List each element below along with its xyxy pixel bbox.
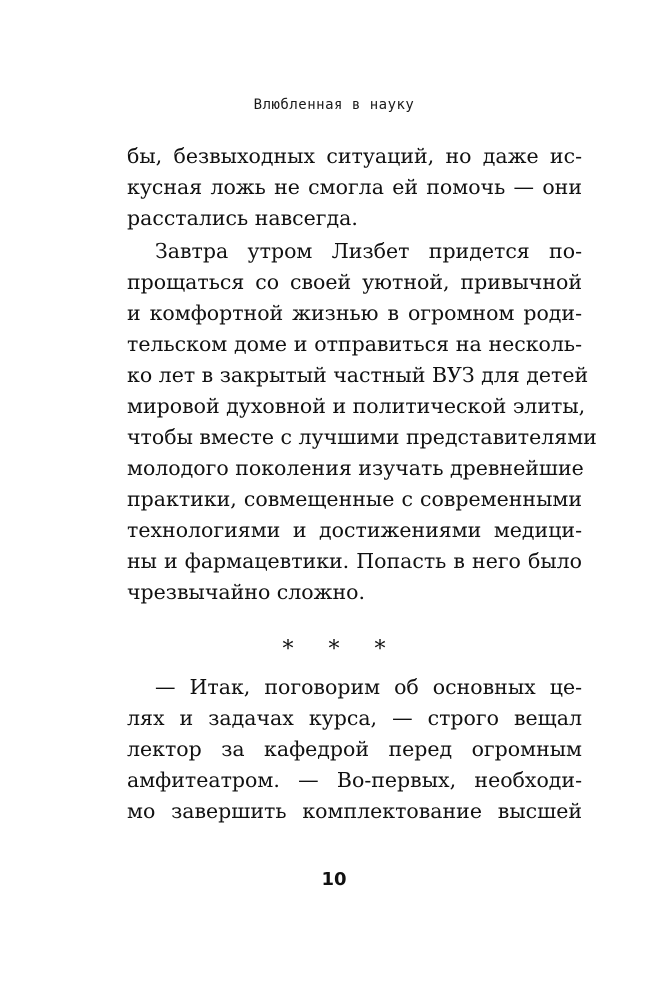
- text-line: — Итак, поговорим об основных це-: [155, 675, 582, 699]
- text-line: лях и задачах курса, — строго вещал: [127, 706, 582, 730]
- running-head: Влюбленная в науку: [253, 97, 415, 113]
- page-number: 10: [321, 869, 347, 890]
- text-line: чрезвычайно сложно.: [127, 580, 366, 604]
- text-line: практики, совмещенные с современными: [127, 487, 582, 511]
- text-line: технологиями и достижениями медици-: [127, 518, 582, 542]
- text-line: ны и фармацевтики. Попасть в него было: [127, 549, 582, 573]
- text-line: бы, безвыходных ситуаций, но даже ис-: [127, 144, 582, 168]
- text-line: молодого поколения изучать древнейшие: [127, 456, 584, 480]
- text-line: чтобы вместе с лучшими представителями: [127, 425, 597, 449]
- paragraph-lecture: [127, 672, 582, 827]
- text-line: ко лет в закрытый частный ВУЗ для детей: [127, 363, 589, 387]
- paragraph-lisbet: [127, 236, 597, 608]
- text-line: прощаться со своей уютной, привычной: [127, 270, 582, 294]
- text-line: кусная ложь не смогла ей помочь — они: [127, 175, 582, 199]
- text-line: лектор за кафедрой перед огромным: [127, 737, 582, 761]
- text-line: расстались навсегда.: [127, 206, 358, 230]
- text-line: и комфортной жизнью в огромном роди-: [127, 301, 582, 325]
- paragraph-continuation: [127, 141, 582, 234]
- text-line: тельском доме и отправиться на несколь-: [127, 332, 582, 356]
- text-line: мо завершить комплектование высшей: [127, 799, 582, 823]
- section-separator: * * *: [282, 637, 400, 662]
- text-line: мировой духовной и политической элиты,: [127, 394, 586, 418]
- text-line: Завтра утром Лизбет придется по-: [155, 239, 582, 263]
- text-line: амфитеатром. — Во-первых, необходи-: [127, 768, 582, 792]
